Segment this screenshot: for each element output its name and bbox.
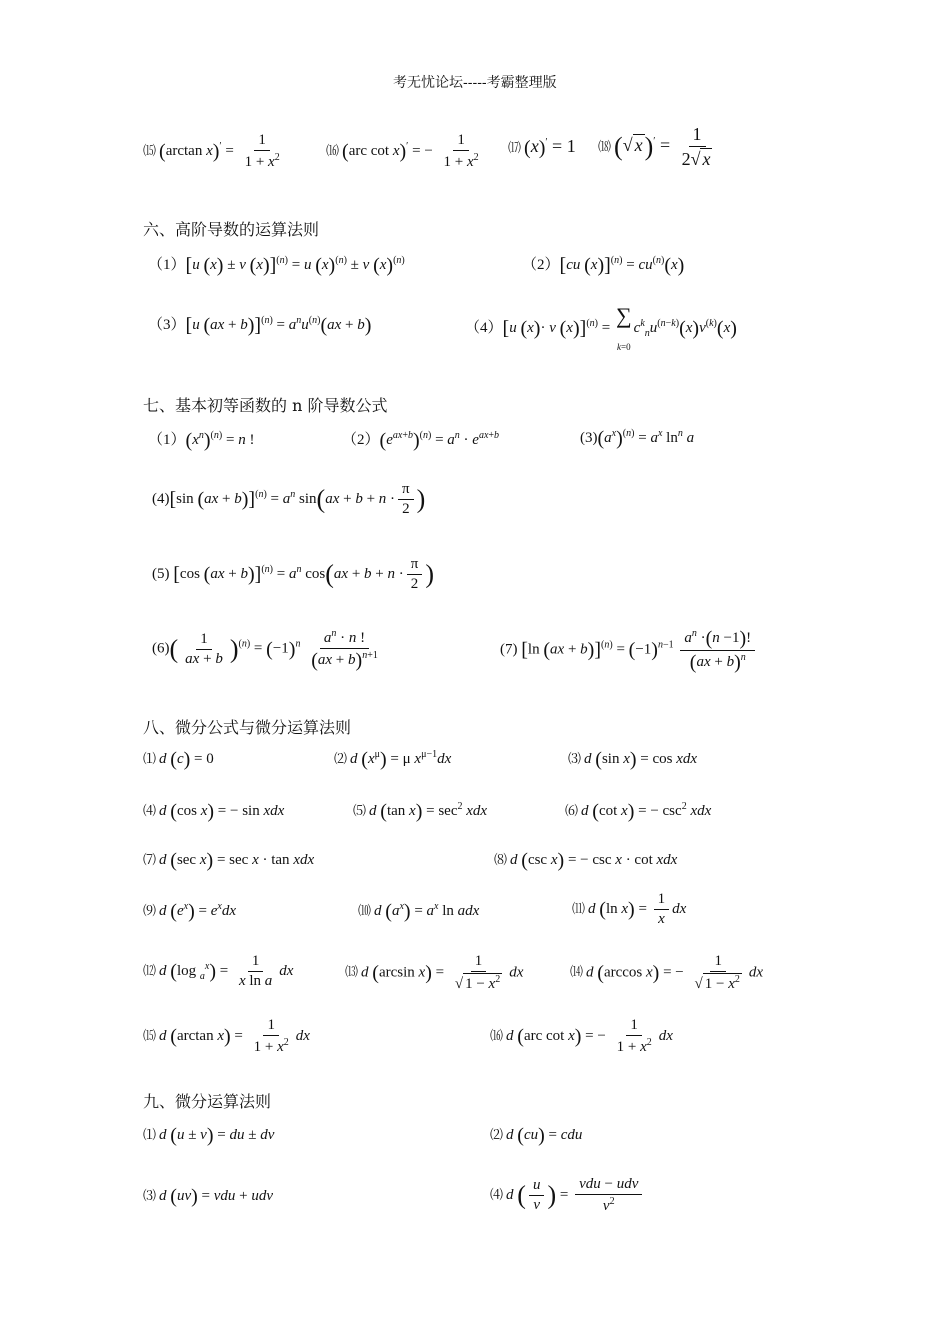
diff-arcsin: ⒀ d (arcsin x) = 1 √ $1 - x^2$ dx: [345, 953, 524, 992]
page-header: 考无忧论坛-----考霸整理版: [393, 75, 557, 91]
diff-exp: ⑼ d $(e^x) = e^xdx$: [143, 900, 236, 923]
formula-label: ⑿: [143, 962, 157, 978]
formula-label: ⑴: [143, 751, 157, 766]
formula-label: (4): [152, 490, 170, 507]
formula-label: ⒁: [570, 964, 584, 980]
diff-power: ⑵ d $(x^\mu) = \mu$ $x^{\mu-1}dx$: [334, 748, 452, 771]
formula-label: (5): [152, 565, 170, 582]
formula-label: ⑶: [568, 751, 582, 766]
formula-label: （1）: [148, 257, 186, 273]
diff-arctan: ⒂ d (arctan x) = $\frac{1}{1 + x^2}$ dx: [143, 1017, 310, 1055]
diff-sin: ⑶ d (sin x) = cos xdx: [568, 748, 698, 771]
formula-label: ⒂: [143, 142, 157, 158]
diff-tan: ⑸ d (tan $x) = \sec^2$ xdx: [353, 800, 488, 823]
nth-derivative-ln: (7) [ln $(ax + b)]^{(n)} = (-1)^{n-1}$ $\frac{a^n \cdot(n -1)!}{(ax + b)^n}$: [500, 628, 758, 672]
formula-label: ⑵: [490, 1127, 504, 1142]
diff-rule-constant: ⑵ d (cu) = cdu: [490, 1124, 583, 1147]
formula-label: ⑹: [565, 803, 579, 818]
formula-sqrt-derivative: ⒅ ( √ x )′ = 1 2 √ x: [598, 124, 711, 169]
nth-derivative-ax: $(3)(a^x)^{(n)} = a^x$ $\ln^n a$: [580, 427, 695, 450]
nth-derivative-cos: (5) [cos $(ax + b)]^{(n)} = a^n$ cos(ax + b + n · $\frac{\pi}{2}$ ): [152, 556, 435, 592]
diff-rule-sum: ⑴ d (u ± v) = du ± dv: [143, 1124, 275, 1147]
rule-linear-argument: （3）[u $(ax + b)]^{(n)} = a^nu^{(n)}(ax + b)$: [148, 314, 372, 337]
formula-label: (7): [500, 641, 518, 658]
section-heading: 九、微分运算法则: [143, 1092, 272, 1111]
rule-constant-multiple: （2）[cu $(x)]^{(n)} = cu^{(n)}(x)$: [522, 254, 685, 277]
formula-x-derivative: ⒄ (x)′ = 1: [508, 136, 576, 159]
formula-label: ⑷: [490, 1186, 504, 1202]
formula-label: ⑽: [358, 903, 372, 918]
formula-label: ⑵: [334, 751, 348, 766]
section-heading: 八、微分公式与微分运算法则: [143, 718, 352, 737]
diff-arccos: ⒁ d (arccos x) = − 1 √ $1 - x^2$ dx: [570, 953, 764, 992]
diff-cos: ⑷ d (cos x) = − sin xdx: [143, 800, 285, 823]
formula-arccot-derivative: ⒃ (arc cot x)′ = − $\frac{1}{1 + x^2}$: [326, 132, 479, 170]
formula-label: （2）: [342, 432, 380, 448]
formula-arctan-derivative: ⒂ (arctan x)′ = $\frac{1}{1 + x^2}$: [143, 132, 280, 170]
section-heading: 七、基本初等函数的 n 阶导数公式: [143, 396, 388, 415]
section-heading: 六、高阶导数的运算法则: [143, 220, 320, 239]
formula-label: ⑾: [572, 900, 586, 916]
rule-sum-derivative: （1）[u (x) ± v (x)]$^{(n)}$ = u $(x)^{(n)} \pm v$ $(x)^{(n)}$: [148, 254, 405, 277]
formula-label: （2）: [522, 257, 560, 273]
nth-derivative-reciprocal: (6)( $\frac{1}{ax + b}$ )$^{(n)} = (-1)^n$ $\frac{a^n \cdot n !}{(ax + b)^{n+1}}$: [152, 628, 378, 672]
formula-label: ⒃: [326, 142, 340, 158]
rule-leibniz: （4）[u (x)· v (x)]$^{(n)}$ = ∑ k=0 $c^k_nu^{(n-k)}(x)v^{(k)}(x)$: [465, 303, 737, 352]
formula-label: ⑴: [143, 1127, 157, 1142]
formula-label: ⑻: [494, 852, 508, 867]
formula-label: ⑼: [143, 903, 157, 918]
formula-label: ⑸: [353, 803, 367, 818]
formula-label: ⑺: [143, 852, 157, 867]
diff-rule-quotient: ⑷ d ( $\frac{u}{v}$ ) = $\frac{\text{vdu − udv}}{v^2}$: [490, 1176, 645, 1215]
formula-label: （1）: [148, 432, 186, 448]
diff-cot: ⑹ d (cot x) = − $\csc^2$ xdx: [565, 800, 712, 823]
nth-derivative-sin: (4)[sin $(ax + b)]^{(n)} = a^n$ sin(ax + b + n · $\frac{\pi}{2}$ ): [152, 481, 426, 517]
diff-rule-product: ⑶ d (uv) = vdu + udv: [143, 1185, 274, 1208]
formula-label: ⒄: [508, 140, 522, 155]
formula-label: ⒅: [598, 139, 612, 155]
formula-label: (6): [152, 640, 170, 657]
diff-log: ⑿ d (log $_a^x$) = $\frac{1}{\text{x ln a}}$ dx: [143, 953, 294, 989]
diff-sec: ⑺ d (sec x) = sec x · tan xdx: [143, 849, 315, 872]
diff-ln: ⑾ d (ln x) = $\frac{1}{x}$ dx: [572, 891, 687, 927]
formula-label: ⒀: [345, 964, 359, 980]
formula-label: ⒂: [143, 1027, 157, 1043]
nth-derivative-exp: $(2)(e^{ax+b})^{(n)} = a^n \cdot e^{ax+b}$: [342, 429, 500, 452]
formula-label: （3）: [148, 317, 186, 333]
formula-label: (3): [580, 430, 598, 446]
formula-label: ⑶: [143, 1188, 157, 1203]
formula-label: ⒃: [490, 1027, 504, 1043]
nth-derivative-power: $(1)(x^n)^{(n)} = n$ !: [148, 429, 255, 452]
diff-ax: ⑽ d $(a^x) = a^x$ ln adx: [358, 900, 480, 923]
diff-csc: ⑻ d (csc x) = − csc x · cot xdx: [494, 849, 678, 872]
formula-label: （4）: [465, 319, 503, 336]
formula-label: ⑷: [143, 803, 157, 818]
diff-arccot: ⒃ d (arc cot x) = − $\frac{1}{1 + x^2}$ dx: [490, 1017, 673, 1055]
diff-constant: ⑴ d (c) = 0: [143, 748, 214, 771]
